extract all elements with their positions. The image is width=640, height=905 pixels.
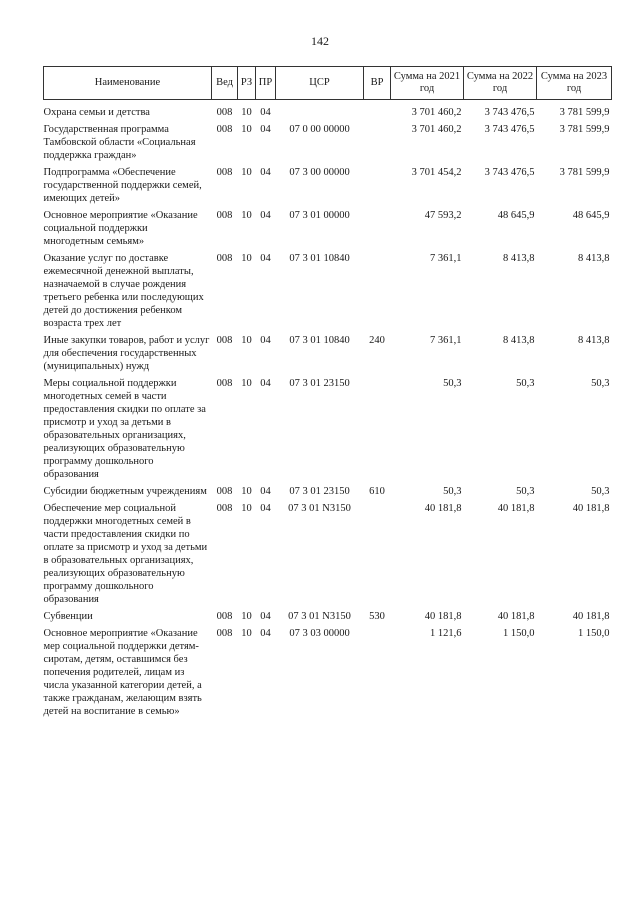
cell-csr: 07 3 00 00000 xyxy=(289,167,350,178)
cell-sum-2022: 3 743 476,5 xyxy=(484,107,535,118)
cell-sum-2022: 3 743 476,5 xyxy=(484,167,535,178)
cell-rz: 10 xyxy=(241,378,252,389)
cell-csr: 07 3 03 00000 xyxy=(289,628,350,639)
header-ved: Вед xyxy=(212,67,238,100)
cell-name: Оказание услуг по доставке ежемесячной денежной выплаты, назначаемой в случае рождения третьего ребенка или последующих детей до достижения ребенком возраста трех лет xyxy=(43,253,204,329)
cell-name: Государственная программа Тамбовской области «Социальная поддержка граждан» xyxy=(43,124,196,161)
cell-name: Подпрограмма «Обеспечение государственной поддержки семей, имеющих детей» xyxy=(43,167,202,204)
table-row xyxy=(44,627,612,722)
cell-rz: 10 xyxy=(241,124,252,135)
cell-name: Основное мероприятие «Оказание социальной поддержки многодетным семьям» xyxy=(43,210,198,247)
page-number: 142 xyxy=(311,34,329,48)
cell-sum-2023: 1 150,0 xyxy=(578,628,610,639)
cell-vr xyxy=(364,100,391,124)
table-row xyxy=(44,123,612,166)
cell-sum-2021: 3 701 460,2 xyxy=(411,124,462,135)
cell-rz: 10 xyxy=(241,107,252,118)
table-row xyxy=(44,502,612,610)
cell-ved: 008 xyxy=(216,378,233,389)
header-rz: РЗ xyxy=(238,67,256,100)
cell-name: Субвенции xyxy=(43,611,93,622)
cell-rz: 10 xyxy=(241,611,252,622)
cell-sum-2021: 3 701 460,2 xyxy=(411,107,462,118)
cell-sum-2022: 40 181,8 xyxy=(497,611,535,622)
cell-sum-2023: 40 181,8 xyxy=(572,611,610,622)
cell-sum-2021: 7 361,1 xyxy=(430,253,462,264)
table-row xyxy=(44,209,612,252)
cell-name: Охрана семьи и детства xyxy=(43,107,150,118)
cell-rz: 10 xyxy=(241,335,252,346)
cell-ved: 008 xyxy=(216,486,233,497)
cell-vr xyxy=(364,502,391,610)
cell-sum-2023: 50,3 xyxy=(591,486,610,497)
cell-pr: 04 xyxy=(260,107,271,118)
cell-sum-2023: 3 781 599,9 xyxy=(559,107,610,118)
table-row xyxy=(44,485,612,502)
cell-vr xyxy=(364,166,391,209)
cell-sum-2023: 40 181,8 xyxy=(572,503,610,514)
cell-pr: 04 xyxy=(260,503,271,514)
cell-sum-2022: 48 645,9 xyxy=(497,210,535,221)
cell-sum-2021: 1 121,6 xyxy=(430,628,462,639)
cell-sum-2021: 50,3 xyxy=(443,486,462,497)
cell-pr: 04 xyxy=(260,124,271,135)
cell-ved: 008 xyxy=(216,503,233,514)
cell-vr xyxy=(364,377,391,485)
cell-pr: 04 xyxy=(260,210,271,221)
cell-sum-2021: 40 181,8 xyxy=(424,611,462,622)
cell-csr: 07 3 01 23150 xyxy=(289,378,350,389)
table-row xyxy=(44,334,612,377)
cell-pr: 04 xyxy=(260,167,271,178)
header-pr: ПР xyxy=(256,67,276,100)
cell-csr xyxy=(276,100,364,124)
cell-vr xyxy=(364,123,391,166)
cell-sum-2022: 1 150,0 xyxy=(503,628,535,639)
budget-table xyxy=(43,66,612,722)
cell-sum-2023: 48 645,9 xyxy=(572,210,610,221)
cell-rz: 10 xyxy=(241,253,252,264)
cell-sum-2023: 8 413,8 xyxy=(578,335,610,346)
cell-sum-2021: 47 593,2 xyxy=(424,210,462,221)
table-row xyxy=(44,610,612,627)
cell-name: Основное мероприятие «Оказание мер социальной поддержки детям-сиротам, детям, оставшимся без попечения родителей, лицам из числа указанной категории детей, а также гражданам, желающим взять детей на воспитание в семью» xyxy=(43,628,202,717)
cell-rz: 10 xyxy=(241,503,252,514)
cell-ved: 008 xyxy=(216,167,233,178)
cell-sum-2022: 8 413,8 xyxy=(503,335,535,346)
table-row xyxy=(44,377,612,485)
cell-sum-2023: 3 781 599,9 xyxy=(559,124,610,135)
cell-ved: 008 xyxy=(216,628,233,639)
cell-sum-2022: 3 743 476,5 xyxy=(484,124,535,135)
cell-ved: 008 xyxy=(216,124,233,135)
cell-rz: 10 xyxy=(241,628,252,639)
table-header xyxy=(44,67,612,100)
cell-ved: 008 xyxy=(216,253,233,264)
cell-pr: 04 xyxy=(260,378,271,389)
cell-sum-2021: 40 181,8 xyxy=(424,503,462,514)
table-row xyxy=(44,166,612,209)
cell-sum-2021: 7 361,1 xyxy=(430,335,462,346)
cell-vr xyxy=(364,209,391,252)
header-csr: ЦСР xyxy=(276,67,364,100)
cell-csr: 07 3 01 N3150 xyxy=(288,503,351,514)
cell-vr: 610 xyxy=(369,486,385,497)
cell-sum-2023: 8 413,8 xyxy=(578,253,610,264)
header-name: Наименование xyxy=(44,67,212,100)
cell-pr: 04 xyxy=(260,335,271,346)
cell-name: Обеспечение мер социальной поддержки многодетных семей в части предоставления скидки по оплате за присмотр и уход за детьми в образовательных организациях, реализующих образовательную программу дошкольного образования xyxy=(43,503,208,605)
cell-sum-2022: 8 413,8 xyxy=(503,253,535,264)
cell-sum-2021: 3 701 454,2 xyxy=(411,167,462,178)
cell-sum-2022: 50,3 xyxy=(516,486,535,497)
cell-rz: 10 xyxy=(241,486,252,497)
cell-ved: 008 xyxy=(216,335,233,346)
cell-csr: 07 3 01 10840 xyxy=(289,335,350,346)
cell-ved: 008 xyxy=(216,611,233,622)
cell-sum-2022: 40 181,8 xyxy=(497,503,535,514)
cell-rz: 10 xyxy=(241,210,252,221)
cell-rz: 10 xyxy=(241,167,252,178)
cell-csr: 07 3 01 N3150 xyxy=(288,611,351,622)
table-row xyxy=(44,252,612,334)
cell-ved: 008 xyxy=(216,107,233,118)
cell-vr: 530 xyxy=(369,611,385,622)
cell-name: Субсидии бюджетным учреждениям xyxy=(43,486,207,497)
cell-name: Меры социальной поддержки многодетных семей в части предоставления скидки по оплате за присмотр и уход за детьми в образовательных организациях, реализующих образовательную программу дошкольного образования xyxy=(43,378,206,480)
cell-sum-2023: 50,3 xyxy=(591,378,610,389)
cell-sum-2022: 50,3 xyxy=(516,378,535,389)
cell-vr xyxy=(364,252,391,334)
header-sum-2023: Сумма на 2023 год xyxy=(537,67,612,100)
cell-vr: 240 xyxy=(369,335,385,346)
cell-vr xyxy=(364,627,391,722)
cell-csr: 07 3 01 10840 xyxy=(289,253,350,264)
cell-sum-2021: 50,3 xyxy=(443,378,462,389)
cell-sum-2023: 3 781 599,9 xyxy=(559,167,610,178)
cell-ved: 008 xyxy=(216,210,233,221)
header-sum-2021: Сумма на 2021 год xyxy=(391,67,464,100)
header-sum-2022: Сумма на 2022 год xyxy=(464,67,537,100)
header-vr: ВР xyxy=(364,67,391,100)
cell-csr: 07 3 01 23150 xyxy=(289,486,350,497)
cell-pr: 04 xyxy=(260,611,271,622)
cell-pr: 04 xyxy=(260,253,271,264)
table-row xyxy=(44,100,612,124)
cell-pr: 04 xyxy=(260,486,271,497)
cell-name: Иные закупки товаров, работ и услуг для обеспечения государственных (муниципальных) нужд xyxy=(43,335,210,372)
cell-csr: 07 3 01 00000 xyxy=(289,210,350,221)
cell-pr: 04 xyxy=(260,628,271,639)
cell-csr: 07 0 00 00000 xyxy=(289,124,350,135)
